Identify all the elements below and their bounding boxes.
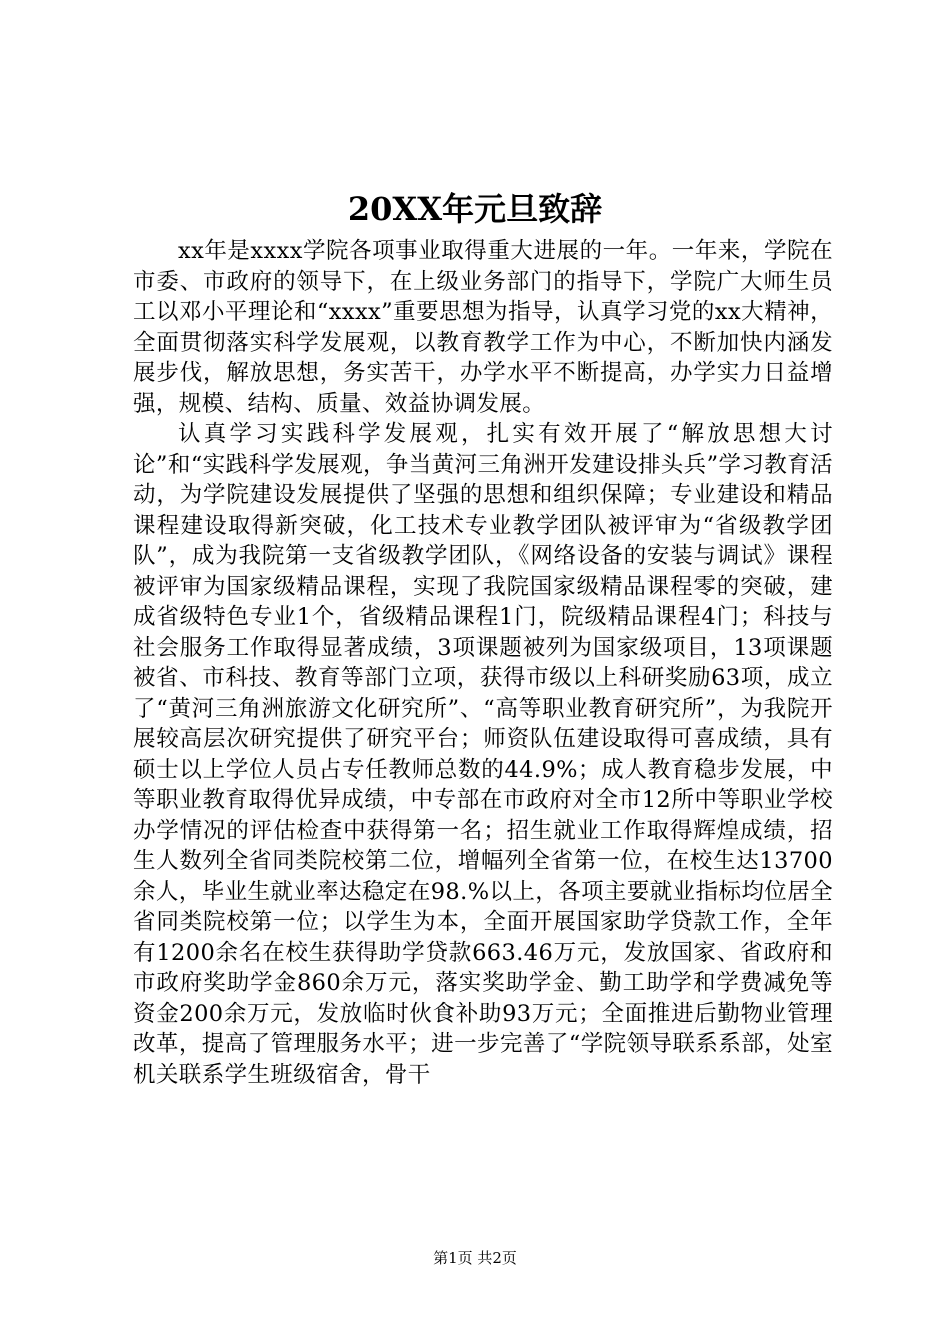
document-title: 20XX年元旦致辞 — [347, 190, 603, 228]
paragraph-1: xx年是xxxx学院各项事业取得重大进展的一年。一年来，学院在市委、市政府的领导下，在上级业务部门的指导下，学院广大师生员工以邓小平理论和“xxxx”重要思想为指导，认真学习党的xx大精神，全面贯彻落实科学发展观，以教育教学工作为中心，不断加快内涵发展步伐，解放思想，务实苦干，办学水平不断提高，办学实力日益增强，规模、结构、质量、效益协调发展。 — [133, 238, 833, 417]
page-footer: 第1页 共2页 — [433, 1249, 517, 1267]
paragraph-2: 认真学习实践科学发展观，扎实有效开展了“解放思想大讨论”和“实践科学发展观，争当黄河三角洲开发建设排头兵”学习教育活动，为学院建设发展提供了坚强的思想和组织保障；专业建设和精品课程建设取得新突破，化工技术专业教学团队被评审为“省级教学团队”，成为我院第一支省级教学团队，《网络设备的安装与调试》课程被评审为国家级精品课程，实现了我院国家级精品课程零的突破，建成省级特色专业1个，省级精品课程1门，院级精品课程4门；科技与社会服务工作取得显著成绩，3项课题被列为国家级项目，13项课题被省、市科技、教育等部门立项，获得市级以上科研奖励63项，成立了“黄河三角洲旅游文化研究所”、“高等职业教育研究所”，为我院开展较高层次研究提供了研究平台；师资队伍建设取得可喜成绩，具有硕士以上学位人员占专任教师总数的44.9%；成人教育稳步发展，中等职业教育取得优异成绩，中专部在市政府对全市12所中等职业学校办学情况的评估检查中获得第一名；招生就业工作取得辉煌成绩，招生人数列全省同类院校第二位，增幅列全省第一位，在校生达13700余人，毕业生就业率达稳定在98.%以上，各项主要就业指标均位居全省同类院校第一位；以学生为本，全面开展国家助学贷款工作，全年有1200余名在校生获得助学贷款663.46万元，发放国家、省政府和市政府奖助学金860余万元，落实奖助学金、勤工助学和学费减免等资金200余万元，发放临时伙食补助93万元；全面推进后勤物业管理改革，提高了管理服务水平；进一步完善了“学院领导联系系部，处室机关联系学生班级宿舍，骨干 — [133, 421, 833, 1088]
document-body — [133, 236, 833, 1090]
